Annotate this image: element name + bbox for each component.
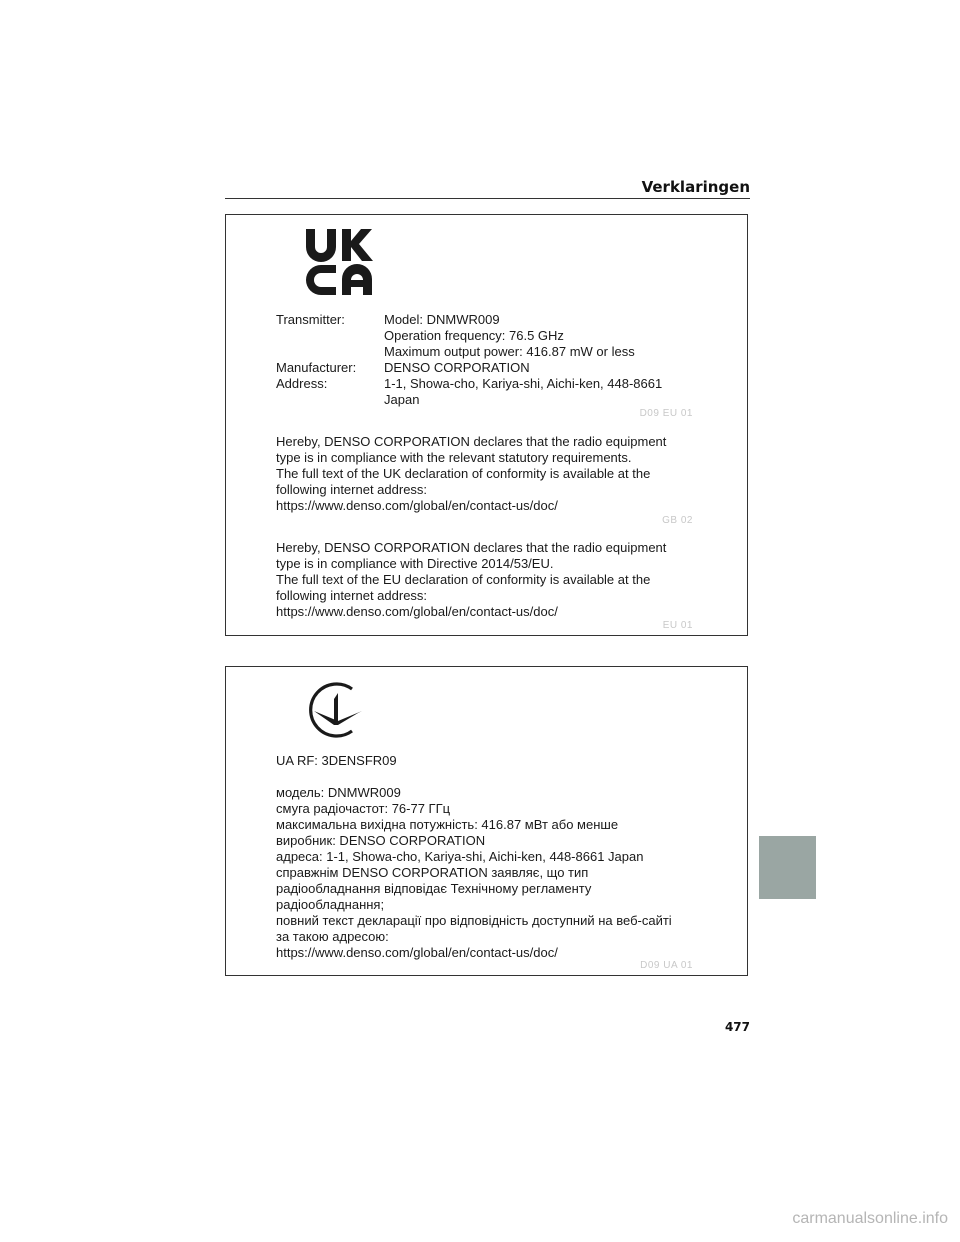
text-line: https://www.denso.com/global/en/contact-us/doc/ [276, 945, 558, 960]
text-line: повний текст декларації про відповідність доступний на веб-сайті [276, 913, 672, 928]
text-line: смуга радіочастот: 76-77 ГГц [276, 801, 451, 816]
section-title: Verklaringen [641, 178, 750, 196]
ua-declaration-box [225, 666, 748, 976]
ua-declaration-text [276, 785, 672, 961]
text-line: Hereby, DENSO CORPORATION declares that the radio equipment [276, 540, 667, 555]
spec-value: Operation frequency: 76.5 GHz [384, 328, 564, 343]
text-line: https://www.denso.com/global/en/contact-us/doc/ [276, 498, 558, 513]
text-line: радіообладнання; [276, 897, 385, 912]
spec-label [276, 392, 384, 408]
spec-row [276, 344, 662, 360]
spec-label: Address: [276, 376, 328, 391]
text-line: following internet address: [276, 588, 428, 603]
watermark-text: carmanualsonline.info [792, 1210, 948, 1227]
transmitter-spec-table [276, 312, 662, 408]
text-line: максимальна вихідна потужність: 416.87 мВт або менше [276, 817, 619, 832]
text-line: The full text of the UK declaration of conformity is available at the [276, 466, 651, 481]
spec-row [276, 376, 662, 392]
uk-eu-declaration-box [225, 214, 748, 636]
text-line: type is in compliance with the relevant statutory requirements. [276, 450, 632, 465]
spec-row [276, 312, 662, 328]
text-line: https://www.denso.com/global/en/contact-us/doc/ [276, 604, 558, 619]
page-number: 477 [724, 1020, 750, 1034]
uk-declaration-text [276, 434, 666, 514]
ukrainian-conformity-mark-icon [302, 679, 364, 741]
spec-value: Model: DNMWR009 [384, 312, 500, 327]
text-line: адреса: 1-1, Showa-cho, Kariya-shi, Aichi-ken, 448-8661 Japan [276, 849, 644, 864]
text-line: following internet address: [276, 482, 428, 497]
text-line: The full text of the EU declaration of conformity is available at the [276, 572, 651, 587]
ukca-mark-icon [304, 225, 376, 297]
header-divider [225, 198, 750, 199]
text-line: модель: DNMWR009 [276, 785, 401, 800]
spec-row [276, 360, 662, 376]
spec-label: Manufacturer: [276, 360, 357, 375]
text-line: радіообладнання відповідає Технічному регламенту [276, 881, 592, 896]
reference-code: GB 02 [662, 515, 693, 526]
spec-value: DENSO CORPORATION [384, 360, 530, 375]
text-line: Hereby, DENSO CORPORATION declares that the radio equipment [276, 434, 667, 449]
text-line: за такою адресою: [276, 929, 389, 944]
text-line: виробник: DENSO CORPORATION [276, 833, 486, 848]
spec-label: Transmitter: [276, 312, 345, 327]
eu-declaration-text [276, 540, 666, 620]
spec-row [276, 392, 662, 408]
text-line: справжнім DENSO CORPORATION заявляє, що тип [276, 865, 589, 880]
spec-label [276, 344, 384, 360]
spec-label [276, 328, 384, 344]
reference-code: D09 EU 01 [639, 408, 693, 419]
ua-rf-code: UA RF: 3DENSFR09 [276, 753, 397, 768]
text-line: type is in compliance with Directive 2014/53/EU. [276, 556, 554, 571]
reference-code: EU 01 [662, 620, 693, 631]
spec-value: Maximum output power: 416.87 mW or less [384, 344, 635, 359]
spec-value: Japan [384, 392, 420, 407]
chapter-side-tab [759, 836, 816, 899]
reference-code: D09 UA 01 [640, 960, 693, 971]
spec-value: 1-1, Showa-cho, Kariya-shi, Aichi-ken, 448-8661 [384, 376, 663, 391]
spec-row [276, 328, 662, 344]
